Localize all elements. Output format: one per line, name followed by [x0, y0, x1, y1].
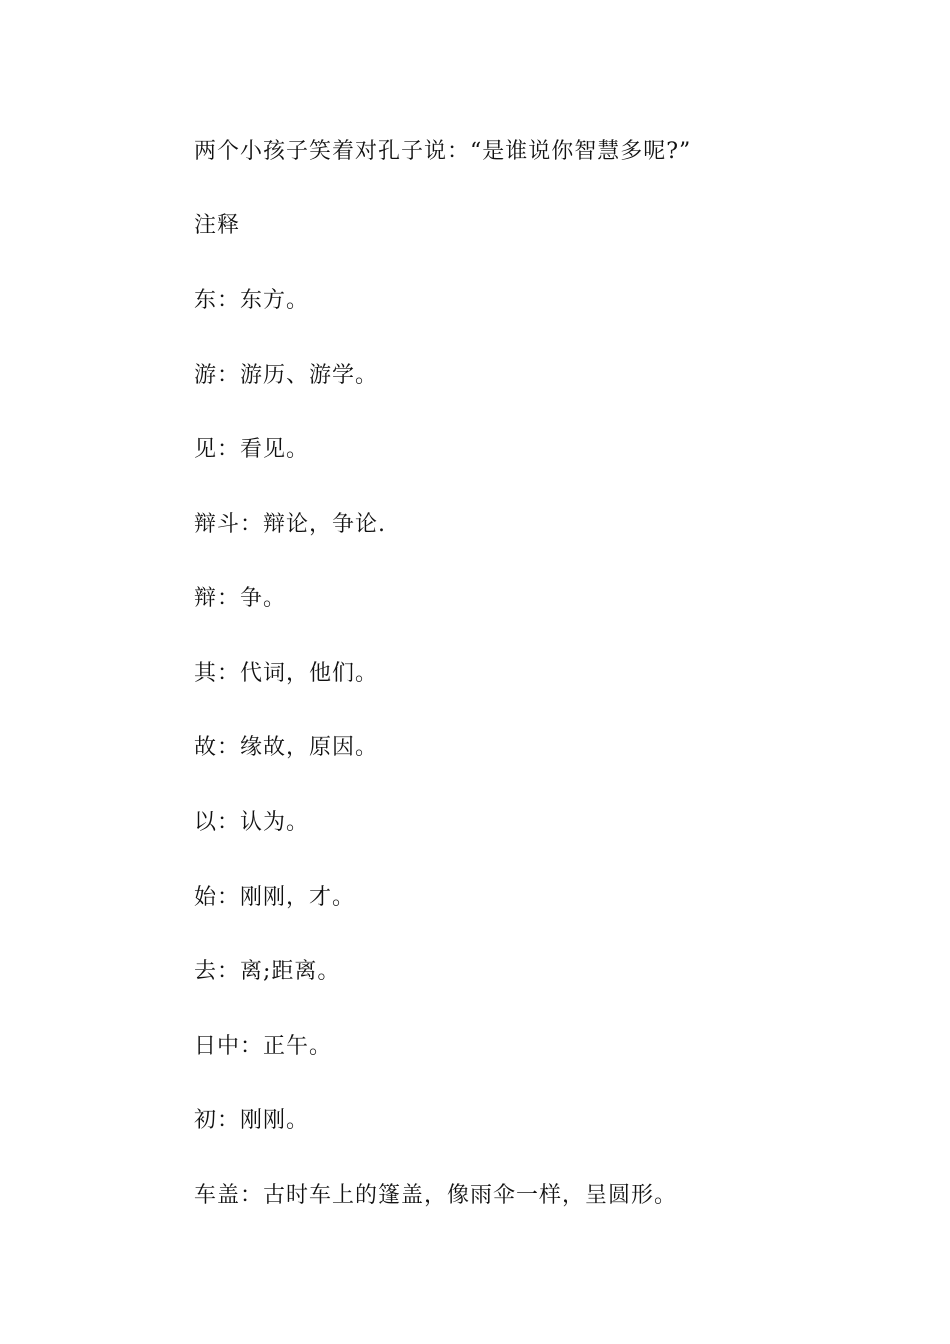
note-line: 去：离;距离。 — [194, 959, 341, 984]
note-line: 初：刚刚。 — [194, 1108, 310, 1133]
note-line: 日中：正午。 — [194, 1034, 333, 1059]
note-line: 东：东方。 — [194, 288, 310, 313]
note-line: 游：游历、游学。 — [194, 363, 379, 388]
note-line: 见：看见。 — [194, 437, 310, 462]
notes-heading: 注释 — [194, 213, 241, 238]
note-line: 故：缘故，原因。 — [194, 735, 379, 760]
intro-paragraph: 两个小孩子笑着对孔子说：“是谁说你智慧多呢?” — [194, 139, 692, 164]
note-line: 其：代词，他们。 — [194, 661, 379, 686]
note-line: 以：认为。 — [194, 810, 310, 835]
note-line: 始：刚刚，才。 — [194, 885, 356, 910]
note-line: 车盖：古时车上的篷盖，像雨伞一样，呈圆形。 — [194, 1183, 678, 1208]
note-line: 辩斗：辩论，争论. — [194, 512, 386, 537]
note-line: 辩：争。 — [194, 586, 287, 611]
